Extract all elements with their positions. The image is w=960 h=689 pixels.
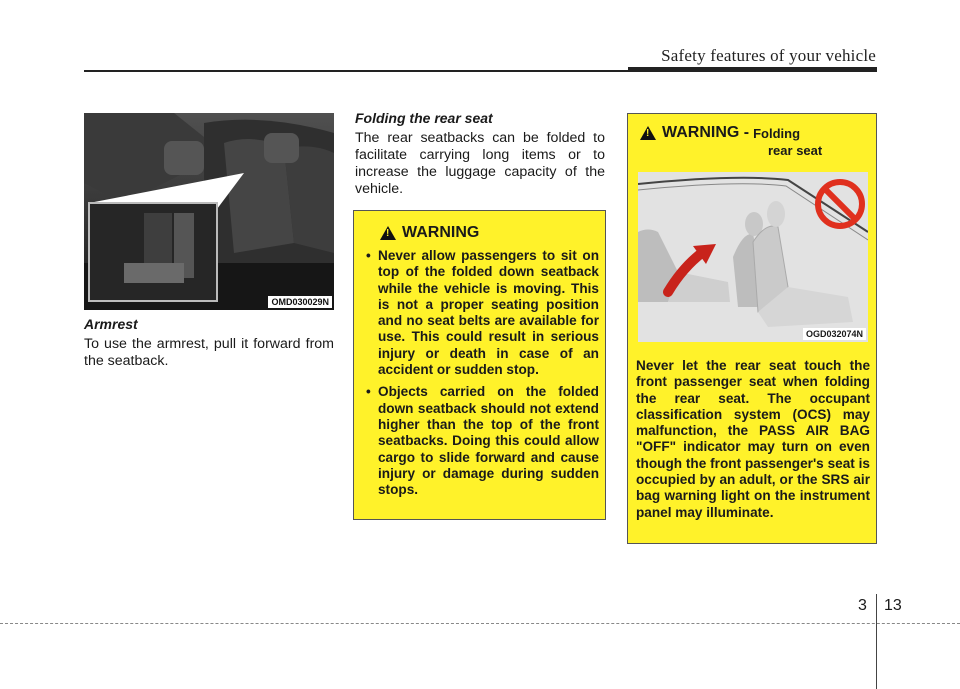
armrest-photo bbox=[84, 113, 334, 310]
page-number: 13 bbox=[884, 597, 902, 614]
rear-seat-fold-image bbox=[638, 172, 868, 342]
header-title: Safety features of your vehicle bbox=[661, 46, 876, 65]
image-code: OGD032074N bbox=[803, 328, 866, 340]
warning-body: Never let the rear seat touch the front passenger seat when folding the rear seat. The occupant classification system (OCS) may malfunction, the PASS AIR BAG "OFF" indicator may turn on even though the front passenger's seat is occupied by an adult, or the SRS air bag warning light on the instrument panel may illuminate. bbox=[636, 358, 870, 520]
warning-box-folding bbox=[353, 210, 606, 520]
warning-box-rear-seat bbox=[627, 113, 877, 544]
warning-subtitle-2: rear seat bbox=[768, 143, 823, 158]
photo-code: OMD030029N bbox=[268, 296, 332, 308]
warning-title-block bbox=[640, 124, 822, 158]
rear-seat-illustration bbox=[84, 113, 334, 310]
warning-item: • Never allow passengers to sit on top of the folded down seatback while the vehicle is moving. This is not a proper seating position and no seat belts are available for use. This could result in serious injury or death in case of an accident or sudden stop. bbox=[364, 248, 599, 378]
chapter-number: 3 bbox=[858, 597, 867, 614]
warning-list bbox=[364, 248, 599, 504]
warning-title-row bbox=[640, 124, 822, 142]
seat-fold-illustration bbox=[638, 172, 868, 342]
warning-title-row bbox=[380, 224, 479, 242]
warning-item: • Objects carried on the folded down seatback should not extend higher than the top of the front seatbacks. Doing this could allow cargo to slide forward and cause injury or damage during sudden stops. bbox=[364, 384, 599, 498]
armrest-heading: Armrest bbox=[84, 316, 138, 332]
fold-body: The rear seatbacks can be folded to facilitate carrying long items or to increase the luggage capacity of the vehicle. bbox=[355, 130, 605, 197]
warning-subtitle-1: Folding bbox=[753, 125, 801, 141]
armrest-body: To use the armrest, pull it forward from the seatback. bbox=[84, 336, 334, 369]
footer-rule bbox=[0, 623, 960, 624]
warning-triangle-icon bbox=[380, 226, 396, 240]
fold-heading: Folding the rear seat bbox=[355, 110, 493, 126]
page-separator bbox=[876, 594, 877, 689]
warning-triangle-icon bbox=[640, 126, 656, 140]
warning-title: WARNING bbox=[402, 224, 480, 241]
warning-title: WARNING - bbox=[662, 124, 750, 141]
header-rule-thick bbox=[628, 67, 877, 72]
header-rule bbox=[84, 70, 630, 72]
